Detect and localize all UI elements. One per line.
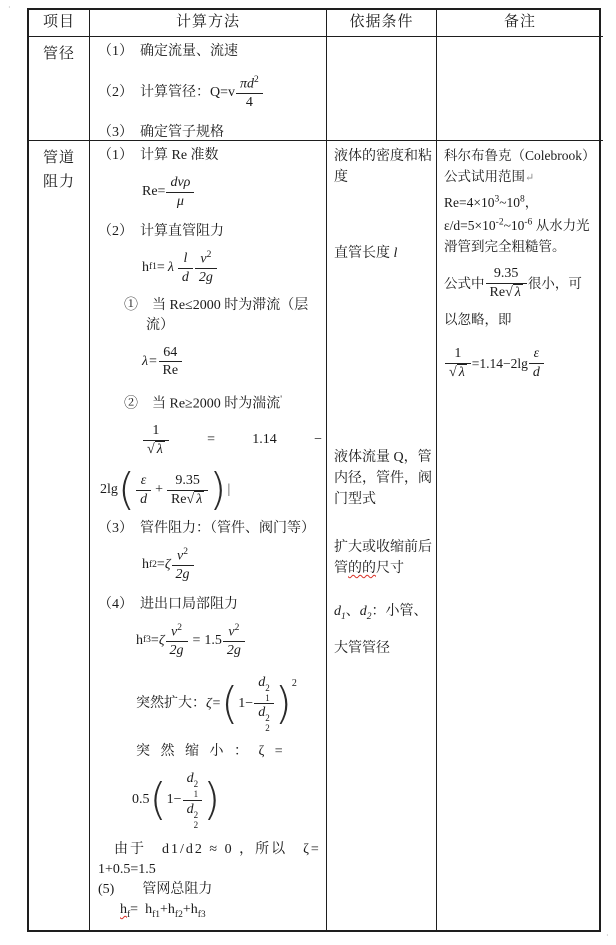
row1-step2-label: （2） 计算管径： bbox=[98, 85, 210, 101]
basis-diameters bbox=[334, 596, 433, 665]
notes-ignore: 以忽略，即 bbox=[444, 312, 512, 327]
label: 突然扩大： bbox=[136, 695, 206, 711]
exponent: 8 bbox=[520, 194, 525, 204]
subscript: f2 bbox=[149, 559, 157, 570]
subscript: f3 bbox=[197, 909, 206, 920]
log-term: 2lg bbox=[100, 482, 118, 498]
notes-negligible-term bbox=[444, 263, 600, 303]
re-range bbox=[444, 195, 538, 210]
formula-reynolds bbox=[142, 172, 322, 212]
basis-flow-fittings: 液体流量 Q，管内径，管件，阀门型式 bbox=[334, 450, 432, 507]
text: 大管管径 bbox=[334, 640, 390, 656]
case-laminar bbox=[98, 296, 322, 336]
denominator: 2g bbox=[175, 567, 190, 583]
subscript: 1 bbox=[341, 611, 346, 622]
fraction bbox=[236, 75, 263, 112]
lambda: λ bbox=[167, 260, 174, 276]
text: 尺寸 bbox=[376, 561, 404, 576]
header-notes bbox=[437, 10, 603, 37]
row1-method-cell bbox=[90, 37, 327, 141]
text: 公式中 bbox=[444, 275, 485, 291]
header-method bbox=[90, 10, 327, 37]
subscript: 1 bbox=[265, 692, 270, 703]
roughness-range bbox=[444, 218, 590, 254]
footnote-mark: ' bbox=[280, 394, 282, 405]
row2-notes-cell bbox=[437, 141, 603, 930]
equals: = bbox=[130, 901, 139, 917]
exponent: 2 bbox=[265, 682, 270, 693]
sqrt-icon: √ bbox=[147, 441, 155, 457]
sqrt-icon: √ bbox=[505, 284, 513, 300]
formula-hf1 bbox=[142, 248, 322, 289]
case-laminar-line2: 流） bbox=[146, 317, 174, 333]
equals: = bbox=[207, 432, 215, 448]
term: +h bbox=[182, 901, 198, 917]
colebrook-text: 科尔布鲁克（Colebrook）公式试用范围 bbox=[444, 148, 596, 184]
text: ：小管、 bbox=[371, 604, 428, 619]
radicand: λ bbox=[458, 364, 465, 380]
numerator: v bbox=[171, 624, 178, 640]
numerator: 9.35 bbox=[167, 472, 208, 491]
step5-label: 管网总阻力 bbox=[142, 881, 213, 897]
numerator: 9.35 bbox=[486, 265, 527, 284]
sqrt-icon: √ bbox=[186, 491, 195, 507]
calculation-table bbox=[27, 8, 601, 932]
denominator: d bbox=[532, 364, 540, 380]
subscript: f3 bbox=[143, 635, 151, 646]
subscript: 2 bbox=[366, 611, 372, 622]
exponent: 2 bbox=[234, 622, 240, 633]
text: ~10 bbox=[503, 218, 525, 233]
method-step3: （3） 管件阻力：（管件、阀门等） bbox=[98, 521, 315, 537]
numerator: πd bbox=[240, 76, 255, 92]
scan-artifact-mark: · bbox=[606, 931, 609, 940]
separator: 、 bbox=[345, 604, 360, 619]
re-symbol: Re bbox=[170, 491, 187, 507]
term: h bbox=[145, 901, 153, 917]
row1-step1: （1） 确定流量、流速 bbox=[98, 44, 238, 59]
method-step2: （2） 计算直管阻力 bbox=[98, 224, 224, 239]
d-symbol: d bbox=[186, 801, 194, 817]
cursor-artifact: | bbox=[227, 482, 231, 498]
re-symbol: Re bbox=[489, 284, 506, 300]
formula-lhs: Q=v bbox=[210, 85, 236, 101]
formula-hf2 bbox=[142, 545, 322, 586]
length-variable: l bbox=[393, 246, 398, 261]
h-symbol: h bbox=[142, 557, 149, 573]
equals: = bbox=[192, 633, 201, 649]
numerator: ε bbox=[136, 472, 151, 491]
numerator: v bbox=[200, 251, 207, 267]
basis-density-viscosity: 液体的密度和粘度 bbox=[334, 149, 432, 185]
case-turbulent bbox=[124, 390, 322, 415]
misspelled-text: 的的 bbox=[348, 561, 376, 576]
denominator: Re bbox=[162, 363, 179, 379]
case-laminar-line1: ① 当 Re≤2000 时为滞流（层 bbox=[124, 297, 309, 313]
method-step4: （4） 进出口局部阻力 bbox=[98, 596, 238, 612]
zeta-equals: ζ= bbox=[206, 695, 222, 711]
equals: = bbox=[156, 260, 165, 276]
row2-method-cell bbox=[90, 141, 327, 930]
text: ε/d=5×10 bbox=[444, 218, 496, 233]
value: 1.14 bbox=[252, 432, 277, 448]
since-note-line1: 由于 d1/d2 ≈ 0 ，所以 ζ= bbox=[114, 841, 321, 857]
subscript: f2 bbox=[174, 909, 183, 920]
row2-basis-cell bbox=[327, 141, 437, 930]
subscript: 1 bbox=[193, 789, 199, 800]
header-basis-label: 依据条件 bbox=[349, 14, 414, 31]
outer-exponent: 2 bbox=[291, 677, 297, 689]
text: 很小，可 bbox=[527, 275, 582, 291]
subscript: 2 bbox=[265, 723, 270, 734]
header-notes-label: 备注 bbox=[503, 14, 536, 31]
denominator: μ bbox=[176, 193, 184, 209]
radicand: λ bbox=[514, 284, 521, 300]
zeta: ζ bbox=[164, 557, 171, 573]
formula-lhs: λ= bbox=[142, 353, 158, 369]
coefficient: 1.5 bbox=[204, 633, 222, 649]
basis-pipe-length bbox=[334, 243, 433, 264]
term: +h bbox=[160, 901, 175, 917]
formula-total-resistance bbox=[120, 900, 322, 925]
row1-notes-cell bbox=[437, 37, 603, 141]
numerator: l bbox=[178, 250, 193, 269]
sudden-contraction-label: 突 然 缩 小 ： ζ = bbox=[136, 744, 287, 760]
exponent: 2 bbox=[265, 713, 270, 724]
method-step5 bbox=[98, 880, 322, 900]
exponent: 2 bbox=[193, 779, 199, 790]
d-symbol: d bbox=[334, 604, 341, 619]
equals: = bbox=[156, 557, 165, 573]
exponent: 2 bbox=[183, 547, 188, 558]
radicand: λ bbox=[196, 491, 203, 507]
notes-simplified-formula bbox=[444, 343, 600, 383]
row2-item-line1: 管道 bbox=[42, 150, 75, 166]
text: ~10 bbox=[499, 194, 521, 210]
denominator: d bbox=[140, 491, 148, 507]
exponent: -2 bbox=[495, 217, 504, 228]
d-symbol: d bbox=[359, 604, 367, 619]
text: Re=4×10 bbox=[444, 194, 495, 210]
text: 扩大或收缩前后管 bbox=[334, 540, 432, 576]
numerator: 64 bbox=[159, 344, 183, 363]
h-symbol: h bbox=[136, 633, 143, 649]
numerator: v bbox=[228, 624, 235, 640]
scan-artifact-mark: · bbox=[8, 3, 11, 12]
formula-lambda-laminar bbox=[142, 342, 322, 382]
since-note-line2: 1+0.5=1.5 bbox=[98, 861, 156, 877]
numerator: 1 bbox=[445, 345, 471, 364]
step5-number: (5) bbox=[98, 881, 115, 897]
basis-expansion-size bbox=[334, 537, 433, 579]
equals: = bbox=[150, 633, 159, 649]
radicand: λ bbox=[156, 441, 163, 457]
formula-colebrook-line1 bbox=[142, 420, 322, 460]
row2-item-cell bbox=[29, 141, 90, 930]
one-minus: 1− bbox=[238, 695, 254, 711]
text: ， bbox=[524, 194, 539, 210]
exponent: -6 bbox=[524, 217, 533, 228]
equals-expression: =1.14−2lg bbox=[471, 355, 528, 371]
formula-colebrook-line2: 2lg ( $\frac{\varepsilon}{d}$ + $\frac{9.35}{Re√ \lambda}$ ) | bbox=[100, 464, 231, 516]
method-step1: （1） 计算 Re 准数 bbox=[98, 148, 219, 163]
return-mark-icon: ↵ bbox=[525, 172, 535, 184]
subscript: f1 bbox=[152, 909, 160, 920]
header-basis bbox=[327, 10, 437, 37]
sqrt-icon: √ bbox=[449, 364, 457, 380]
plus: + bbox=[155, 482, 163, 498]
subscript: 2 bbox=[193, 819, 199, 830]
numerator: 1 bbox=[143, 422, 169, 441]
row1-step3: （3） 确定管子规格 bbox=[98, 124, 224, 140]
formula-sudden-contraction: 0.5 ( 1− d 2 1 d 2 2 ) bbox=[132, 771, 221, 830]
formula-sudden-expansion: 突然扩大： ζ= ( 1− d 2 1 d 2 2 ) 2 bbox=[136, 674, 297, 734]
formula-hf3 bbox=[136, 621, 322, 662]
denominator: d bbox=[181, 269, 189, 285]
exponent: 2 bbox=[193, 809, 199, 820]
header-method-label: 计算方法 bbox=[175, 14, 240, 31]
denominator: 2g bbox=[198, 270, 213, 286]
h-symbol: h bbox=[142, 260, 149, 276]
zeta: ζ bbox=[158, 633, 165, 649]
formula-pipe-diameter bbox=[210, 73, 264, 114]
exponent: 2 bbox=[177, 622, 182, 633]
basis-pipe-length-text: 直管长度 bbox=[334, 246, 390, 261]
subscript: f1 bbox=[149, 262, 157, 273]
denominator: 2g bbox=[226, 643, 241, 659]
d-symbol: d bbox=[258, 674, 266, 690]
d-symbol: d bbox=[186, 771, 194, 787]
coefficient: 0.5 bbox=[132, 792, 150, 808]
header-item bbox=[29, 10, 90, 37]
row1-item-cell bbox=[29, 37, 90, 141]
subscript: f bbox=[127, 909, 131, 920]
exponent: 2 bbox=[206, 250, 212, 260]
denominator: 2g bbox=[169, 643, 184, 659]
row2-item-line2: 阻力 bbox=[42, 174, 75, 190]
one-minus: 1− bbox=[166, 792, 182, 808]
formula-lhs: Re= bbox=[142, 183, 166, 199]
minus: − bbox=[314, 432, 322, 448]
denominator: 4 bbox=[245, 95, 253, 111]
numerator: v bbox=[177, 548, 184, 564]
row1-item-label: 管径 bbox=[42, 46, 75, 62]
case-turbulent-text: ② 当 Re≥2000 时为湍流 bbox=[124, 396, 281, 412]
text: 从水力光滑管到完全粗糙管。 bbox=[444, 218, 590, 254]
row1-step2 bbox=[98, 73, 322, 114]
exponent: 2 bbox=[254, 75, 259, 85]
row1-basis-cell bbox=[327, 37, 437, 141]
numerator: ε bbox=[529, 345, 544, 364]
header-item-label: 项目 bbox=[42, 14, 75, 31]
numerator: dvρ bbox=[166, 174, 194, 193]
notes-colebrook-range bbox=[444, 145, 600, 257]
d-symbol: d bbox=[258, 705, 266, 721]
exponent: 3 bbox=[494, 194, 500, 204]
h-symbol: h bbox=[120, 901, 127, 917]
